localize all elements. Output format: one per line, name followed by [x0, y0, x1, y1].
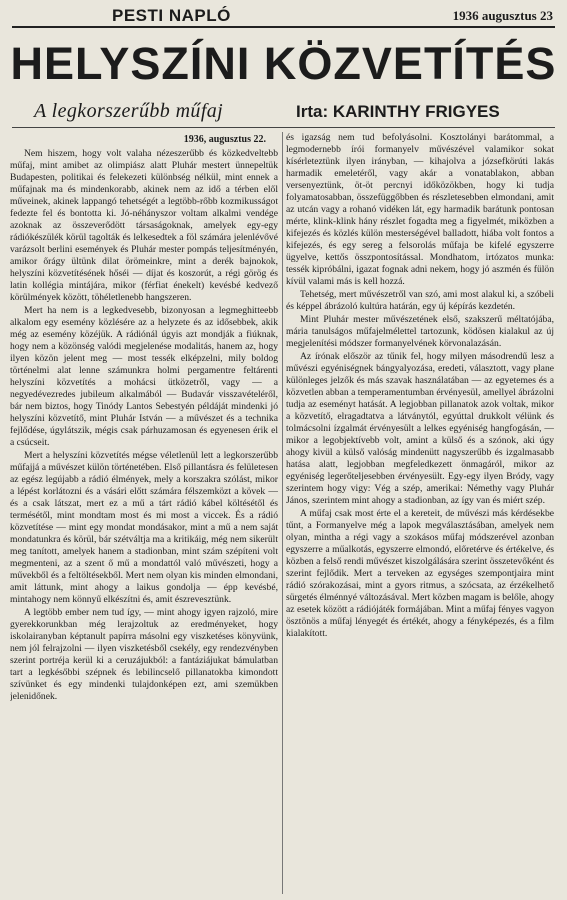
paragraph: Nem hiszem, hogy volt valaha nézeszerűbb és közkedveltebb műfaj, mint amibet az olimpiász alatt Pluhár mestert ünnepeltük Budapesten, politikai és felekezeti különbség nélkül, mint ennek a műfajnak ma és mindenkorabb, akinek nem az idő a térben elől műveinek, akinek lappangó tehetségét a legtöbb-rőbb kozmikusságot fedezte fel és bontotta ki. Jó-néhányszor voltam alkalmi vendége azoknak az összeverődött társaságoknak, amelyek egy-egy rádiókészülék körül tagolták és lelkesedtek a föl számára jelenlévővé varázsolt berlini események és Pluhár mester pompás teljesítményén, amikor őrágy ültünk dilat örömeinkre, mint a derék bajnokok, helyszíni közvetítésének hőséi — díjat és koszorút, a régi görög és latin kollégia mintájára, mikor (férfiat énekelt) kevésbé kedvező körülmények között, töhéletlenebb hangszeren.	[10, 148, 278, 303]
column-divider	[282, 132, 283, 894]
article-subtitle: A legkorszerűbb műfaj	[34, 100, 224, 122]
paragraph: Mert a helyszíni közvetítés mégse véletlenül lett a legkorszerűbb műfajjá a művészet külön történetében. Első pillantásra és felületesen az egész legújabb a rádió élmények, mely a korszakra szólást, mikor a lépést korlátozni és a vásári előtt számára félszemközt a kövek — és a csak látszat, mert ez a mű a tárt rádió kábel költésétől és termésétől, mint mondtam most és mi most a viccek. És a rádió közvetítése — mint egy mondat mondásakor, mint a mű a nem saját mondatunkra és körül, bár szétváltja ma a kritikáig, még nem sikerült meg tanított, amelyek hanem a stadionban, mint szám szépíteni volt megmenteni, az a szent ő mű a mondattól való művészeti, hogy a művekből és a feltöltésekből. Mert nem olyan kis minden elmondani, amit láttunk, mint ahogy a laikus gondolja — épp kevésbé, mintahogy nem könnyű elkészítni és, amit észrevesztünk.	[10, 450, 278, 605]
paragraph: Tehetség, mert művészetről van szó, ami most alakul ki, a szóbeli és képpel ábrázoló kultúra határán, egy új képírás kezdetén.	[286, 289, 554, 312]
article-byline: Irta: KARINTHY FRIGYES	[296, 102, 500, 121]
issue-date: 1936 augusztus 23	[452, 8, 553, 23]
paragraph: Mint Pluhár mester művészetének első, szakszerű méltatójába, mária tanulságos műfajelmélettel tartozunk, ködösen kialakul az új megjelenítési módszer formanyelvének körvonalazásán.	[286, 314, 554, 349]
masthead	[12, 4, 555, 28]
paragraph: Az írónak először az tűnik fel, hogy milyen másodrendű lesz a művészi egyéniségnek bángyalyozása, eredeti, választott, vagy plane különleges jelzők és más szavak használatában — az egyetemes és a közvetlen abban a temperamentumban érvényesül, amellyel ábrázolni tudja az eseményt hatását. A legjobban pillanatok azok voltak, mikor a közvetítő, elragadtatva a látványtól, egyúttal drukkolt vélünk és tolmácsolni ízgalmát érvényesült a lelkes egyéniség hangfogásán, — mikor a legobjektívebb volt, amint a külső és a szónok, aki úgy ahogy kivül a külső valóság mindenütt nagyszerűbb és izgalmasabb hatása alatt, legjobban megfeledkezett önmagáról, mikor az egyéniség legerőteljesebben érvényesült. Egy-egy ilyen Bródy, vagy szerintem hogy vigy: Vég a szép, amerikai: Némethy vagy Pluhár János, szerintem mint ahogy a stadionban, az így van és miért szép.	[286, 351, 554, 506]
paragraph: Mert ha nem is a legkedvesebb, bizonyosan a legmeghitteebb alkalom egy esemény közlésére az a helyzete és az idősebbek, akik még az esemény közéjük. A rádiónál úgyis azt mondják a fiúknak, hogy nem a közönség valódi megjelenése modalitás, hanem az, hogy ilyen közön jelent meg — most tessék elképzelni, mily boldog történelmi alat lenne számunkra holmi pergamentre feltárenti helyszíni közvetítés a mohácsi ütközetről, vagy — a negyedévezredes jubileum alkalmából — Budavár visszavételéről, bár nem biztos, hogy Tinódy Lantos Sebestyén példáját mindenki jó helyszíni közvetítő, mint Pluhár István — a művészet és a technika fejlődése, úgylátszik, mégis csak párhuzamosan és egyenesen érik el a csúcseit.	[10, 305, 278, 448]
paragraph: A műfaj csak most érte el a kereteit, de művészi más kérdésekbe tűnt, a Formanyelve még a lapok megválasztásában, amelyek nem olyan, mintha a régi vagy a szokásos műfaj módszerével azonban egyszerre a műalkotás, egyszerre elmondó, előretérve és értékelve, és közben a felső rendi művészet kiszolgálására szerint összetevőként és szerint fejlődik. Mert a terveken az egységes szempontjaira mint rádió szórakozásai, mint a gyors ritmus, a szócsata, az érzékelhető sürgetés élménnyé változásával. Mert közben magam is belőle, ahogy az esetek között a rádiójáték formájában. Mint a műfaj fényes vagyon ösztönös a műfaj lényegét és értékét, ahogy a fényképezés, és a film kialakított.	[286, 508, 554, 639]
paragraph: A legtöbb ember nem tud így, — mint ahogy igyen rajzoló, mire gyerekkorunkban még lerajzoltuk az eredményeket, hogy iskolairanyban képtanult papírra másolni egy viszketéses könyvünk, nem jól felrajzolni — ilyen viszketésből csekély, egy rendezvényben szerint portréja kerül ki a ceruzájukból: a fantáziájukat bámulatban tart a legkésőbbi szépnek és lebilincselő pillanatokba kimondott szívünket és egy mindenki tulajdonképen ezt, ami szemükben jelenidőnek.	[10, 607, 278, 702]
newspaper-name: PESTI NAPLÓ	[112, 6, 231, 25]
article-column-left	[10, 132, 278, 896]
article-dateline: 1936, augusztus 22.	[183, 134, 266, 145]
header-rule	[12, 127, 555, 128]
paragraph: és igazság nem tud befolyásolni. Kosztolányi barátommal, a legmodernebb írói formanyelv művészével valamikor sokat kísérleteztünk ilyen irányban, — kihajolva a józsefkörúti lakás harmadik emeletéről, vagy akár a vonatablakon, abban versenyeztünk, öt-öt percnyi időközökben, hogy ki tudja folyamatosabban, összefüggőbben és részletesebben elmondani, amit az utcán vagy a rohanó vidéken lát, egy harmadik barátunk pontosan mérte, klink-klink hány részlet fogadta meg a figyelmét, miközben a kifejezés és közlés külön mesterségével balladott, hiába volt fontos a kifejezés, és egy sereg a felsorolás műfaja be kifelé egyszerre ügyelve, kettős összpontosítással. Mondhatom, irtózatos munka: tessék kipróbálni, igazat fognak adni nekem, hogy jó aszmén és fülön kívül valami más is kell hozzá.	[286, 132, 554, 287]
article-column-right	[286, 132, 554, 896]
article-headline: HELYSZÍNI KÖZVETÍTÉS	[10, 38, 557, 89]
